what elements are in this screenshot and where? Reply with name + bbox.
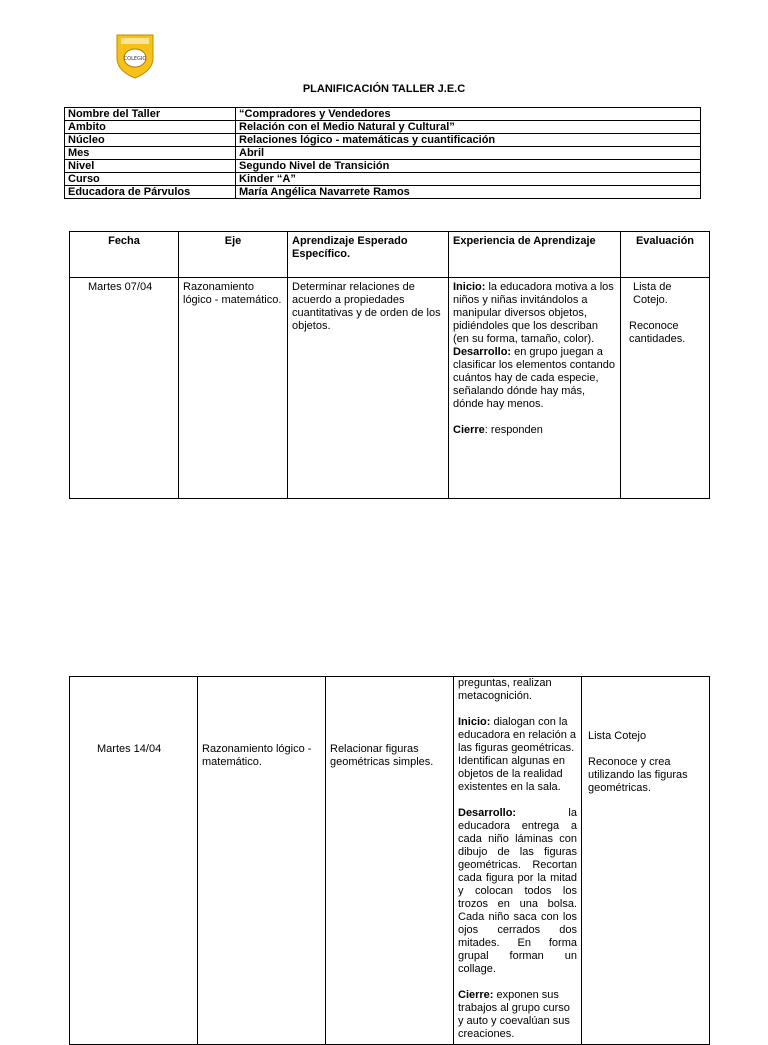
info-label: Ambito (65, 121, 236, 134)
cierre-block (453, 424, 616, 437)
cell-eje (198, 677, 326, 1045)
info-row (65, 121, 701, 134)
info-value: Kinder “A” (236, 173, 701, 186)
cierre-block (458, 989, 577, 1041)
inicio-label: Inicio: (458, 716, 491, 728)
info-row (65, 186, 701, 199)
inicio-block (458, 716, 577, 794)
cell-eje (179, 278, 288, 499)
info-row (65, 160, 701, 173)
cell-experiencia (454, 677, 582, 1045)
desarrollo-text: la educadora entrega a cada niño láminas con dibujo de las figuras geométricas. Recortan cada figura por la mitad y colocan todos los trozos en una bolsa. Cada niño saca con los ojos cerrados dos mitades. En forma grupal forman un collage. (458, 807, 577, 975)
cierre-label: Cierre: (458, 989, 494, 1001)
desarrollo-text: en grupo juegan a clasificar los elementos contando cuántos hay de cada especie, señalando dónde hay más, dónde hay menos. (453, 346, 616, 410)
desarrollo-block (453, 346, 616, 411)
aprendizaje-text: Relacionar figuras geométricas simples. (330, 743, 434, 768)
workshop-info-table (64, 107, 701, 199)
cell-aprendizaje (288, 278, 449, 499)
desarrollo-label: Desarrollo: (458, 807, 517, 819)
cell-fecha (70, 278, 179, 499)
col-eje: Eje (179, 232, 288, 278)
info-value: Relación con el Medio Natural y Cultural” (236, 121, 701, 134)
info-value: María Angélica Navarrete Ramos (236, 186, 701, 199)
cell-experiencia (449, 278, 621, 499)
desarrollo-block (458, 807, 577, 976)
cell-evaluacion (582, 677, 710, 1045)
planning-row (70, 278, 710, 499)
fecha-text: Martes 07/04 (88, 281, 153, 293)
info-value: “Compradores y Vendedores (236, 108, 701, 121)
info-label: Nivel (65, 160, 236, 173)
info-row (65, 108, 701, 121)
info-label: Educadora de Párvulos (65, 186, 236, 199)
inicio-text: la educadora motiva a los niños y niñas invitándolos a manipular diversos objetos, pidiéndoles que los describan (en su forma, tamaño, color). (453, 281, 614, 345)
desarrollo-label: Desarrollo: (453, 346, 512, 358)
aprendizaje-text: Determinar relaciones de acuerdo a propiedades cuantitativas y de orden de los objetos. (292, 281, 441, 332)
evaluation-indicator: Reconoce cantidades. (629, 320, 686, 345)
cell-fecha (70, 677, 198, 1045)
evaluation-method: Lista Cotejo (588, 730, 647, 742)
col-fecha: Fecha (70, 232, 179, 278)
planning-row (70, 677, 710, 1045)
info-value: Segundo Nivel de Transición (236, 160, 701, 173)
col-aprendizaje: Aprendizaje Esperado Específico. (288, 232, 449, 278)
info-label: Mes (65, 147, 236, 160)
info-value: Relaciones lógico - matemáticas y cuantificación (236, 134, 701, 147)
info-row (65, 134, 701, 147)
planning-table-2 (69, 676, 710, 1045)
eje-text: Razonamiento lógico - matemático. (183, 281, 282, 306)
evaluation-method: Lista de Cotejo. (633, 281, 672, 306)
logo-text: COLEGIO (123, 56, 147, 62)
cierre-text: exponen sus trabajos al grupo curso y auto y coevalúan sus creaciones. (458, 989, 570, 1040)
info-value: Abril (236, 147, 701, 160)
cierre-label: Cierre (453, 424, 485, 436)
inicio-block (453, 281, 616, 346)
info-row (65, 173, 701, 186)
info-label: Núcleo (65, 134, 236, 147)
col-evaluacion: Evaluación (621, 232, 710, 278)
info-label: Curso (65, 173, 236, 186)
cierre-text: : responden (484, 424, 543, 436)
eje-text: Razonamiento lógico - matemático. (202, 743, 312, 768)
cell-aprendizaje (326, 677, 454, 1045)
inicio-text: dialogan con la educadora en relación a las figuras geométricas. Identifican algunas en objetos de la realidad existentes en la sala. (458, 716, 577, 793)
planning-header-row (70, 232, 710, 278)
evaluation-indicator: Reconoce y crea utilizando las figuras geométricas. (588, 756, 688, 794)
info-row (65, 147, 701, 160)
planning-table-1 (69, 231, 710, 499)
cell-evaluacion (621, 278, 710, 499)
col-experiencia: Experiencia de Aprendizaje (449, 232, 621, 278)
school-logo (113, 32, 157, 79)
info-label: Nombre del Taller (65, 108, 236, 121)
inicio-label: Inicio: (453, 281, 486, 293)
continuation-text: preguntas, realizan metacognición. (458, 677, 552, 702)
fecha-text: Martes 14/04 (97, 743, 162, 755)
page-title: PLANIFICACIÓN TALLER J.E.C (302, 83, 466, 95)
